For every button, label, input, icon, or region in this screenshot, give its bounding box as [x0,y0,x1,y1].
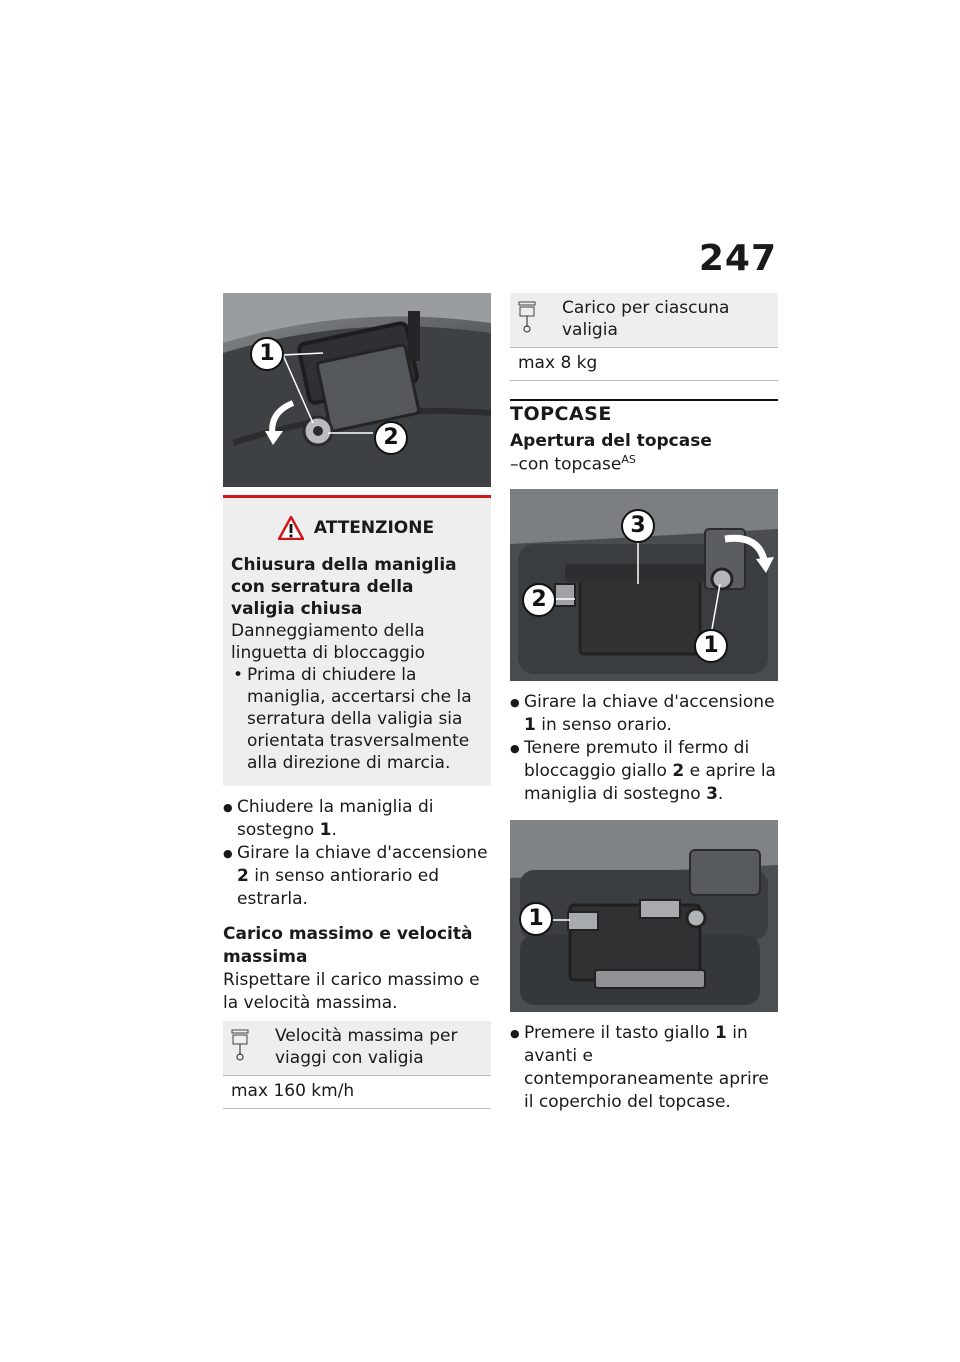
warning-title: Chiusura della maniglia con serratura della valigia chiusa [231,555,457,619]
step-text: Girare la chiave d'accensione [524,691,775,712]
step-number: 3 [706,783,718,804]
step-text: in senso antiorario ed estrarla. [237,866,440,909]
warning-box [223,495,491,786]
piston-icon [231,1029,249,1061]
spec-value: max 8 kg [510,348,778,381]
spec-row-label [223,1021,491,1076]
load-spec-table [510,293,778,381]
step-text: . [331,820,337,840]
step-text: . [717,783,724,804]
warning-heading: ATTENZIONE [313,518,435,538]
photo-callout: 1 [250,337,284,371]
topcase-steps-2 [510,1022,778,1114]
step-number: 1 [524,714,536,735]
step-item [237,842,491,911]
spec-row-value [223,1076,491,1109]
handle-steps [223,796,491,911]
spec-value: max 160 km/h [223,1076,491,1109]
step-number: 2 [237,866,249,886]
condition-line [510,453,778,475]
section-title: TOPCASE [510,399,778,425]
spec-icon-cell [510,293,554,348]
warning-text: Danneggiamento della linguetta di bloccaggio [231,621,426,663]
step-text: in senso orario. [535,714,672,735]
step-item [524,1022,778,1114]
photo-callout: 2 [374,421,408,455]
step-number: 1 [319,820,332,840]
pannier-handle-photo [223,293,491,487]
step-number: 2 [672,760,685,781]
spec-row-value [510,348,778,381]
photo-callout: 2 [522,583,556,617]
photo-callout: 3 [621,509,655,543]
condition-sup: AS [621,453,636,466]
topcase-steps-1 [510,691,778,806]
spec-label: Carico per ciascuna valigia [554,293,778,348]
warning-triangle-icon [278,516,304,540]
step-text: Premere il tasto giallo [524,1022,715,1043]
step-text: e aprire la maniglia di sostegno [524,760,776,804]
left-column [223,293,491,1109]
step-text: in avanti e contemporaneamente aprire il coperchio del topcase. [524,1022,769,1112]
step-text: Girare la chiave d'accensione [237,843,488,863]
pannier-handle-drawing [223,293,491,487]
spec-row-label [510,293,778,348]
right-column [510,293,778,1114]
topcase-lid-photo [510,820,778,1012]
warning-header [231,516,481,540]
step-item [524,737,778,806]
photo-callout: 1 [694,629,728,663]
subsection-title: Apertura del topcase [510,431,712,451]
page-number: 247 [698,238,777,279]
spec-label: Velocità massima per viaggi con valigia [267,1021,491,1076]
warning-list [231,664,481,774]
load-heading: Carico massimo e velocità massima [223,924,473,967]
topcase-handle-photo [510,489,778,681]
speed-spec-table [223,1021,491,1109]
step-text: Tenere premuto il fermo di bloccaggio giallo [524,737,750,781]
photo-callout: 1 [519,902,553,936]
step-number: 1 [714,1022,727,1043]
warning-bullet: • Prima di chiudere la maniglia, accertarsi che la serratura della valigia sia orientata trasversalmente alla direzione di marcia. [247,664,481,774]
spec-icon-cell [223,1021,267,1076]
condition-text: –con topcase [510,454,622,475]
step-item [237,796,491,842]
piston-icon [518,301,536,333]
step-text: Chiudere la maniglia di sostegno [237,797,434,840]
load-text: Rispettare il carico massimo e la velocità massima. [223,970,480,1013]
step-item [524,691,778,737]
